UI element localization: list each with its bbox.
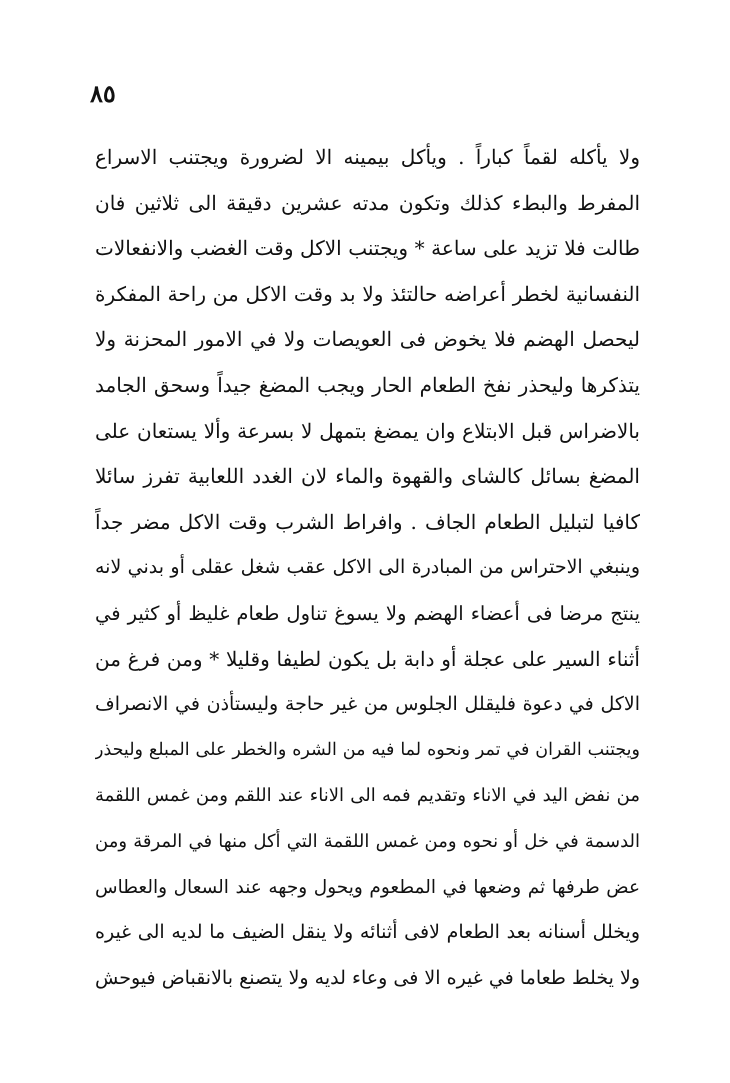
text-line: عض طرفها ثم وضعها في المطعوم ويحول وجهه عند السعال والعطاس — [95, 876, 640, 898]
text-line: ويجتنب القران في تمر ونحوه لما فيه من الشره والخطر على المبلع وليحذر — [95, 739, 640, 760]
text-line: الدسمة في خل أو نحوه ومن غمس اللقمة التي أكل منها في المرقة ومن — [95, 830, 640, 852]
text-line: طالت فلا تزيد على ساعة * ويجتنب الاكل وقت الغضب والانفعالات — [95, 236, 640, 261]
text-line: بالاضراس قبل الابتلاع وان يمضغ بتمهل لا بسرعة وألا يستعان على — [95, 418, 640, 443]
text-line: أثناء السير على عجلة أو دابة بل يكون لطيفا وقليلا * ومن فرغ من — [95, 646, 640, 671]
body-text — [95, 135, 640, 1001]
text-line: يتذكرها وليحذر نفخ الطعام الحار ويجب المضغ جيداً وسحق الجامد — [95, 372, 640, 397]
text-line: ولا يخلط طعاما في غيره الا فى وعاء لديه ولا يتصنع بالانقباض فيوحش — [95, 966, 640, 989]
text-line: الاكل في دعوة فليقلل الجلوس من غير حاجة وليستأذن في الانصراف — [95, 693, 640, 716]
text-line: ليحصل الهضم فلا يخوض فى العويصات ولا في الامور المحزنة ولا — [95, 327, 640, 352]
text-line: ويخلل أسنانه بعد الطعام لافى أثنائه ولا ينقل الضيف ما لديه الى غيره — [95, 921, 640, 944]
text-line: النفسانية لخطر أعراضه حالتئذ ولا بد وقت الاكل من راحة المفكرة — [95, 281, 640, 306]
text-line: ولا يأكله لقماً كباراً . ويأكل بيمينه الا لضرورة ويجتنب الاسراع — [95, 145, 640, 169]
page-number: ٨٥ — [90, 79, 116, 108]
text-line: كافيا لتبليل الطعام الجاف . وافراط الشرب وقت الاكل مضر جداً — [95, 509, 640, 534]
text-line: من نفض اليد في الاناء وتقديم فمه الى الاناء عند اللقم ومن غمس اللقمة — [95, 785, 640, 807]
text-line: المفرط والبطء كذلك وتكون مدته عشرين دقيقة الى ثلاثين فان — [95, 190, 640, 215]
text-line: وينبغي الاحتراس من المبادرة الى الاكل عقب شغل عقلى أو بدني لانه — [95, 556, 640, 579]
text-line: المضغ بسائل كالشاى والقهوة والماء لان الغدد اللعابية تفرز سائلا — [95, 464, 640, 489]
text-line: ينتج مرضا فى أعضاء الهضم ولا يسوغ تناول طعام غليظ أو كثير في — [95, 601, 640, 625]
